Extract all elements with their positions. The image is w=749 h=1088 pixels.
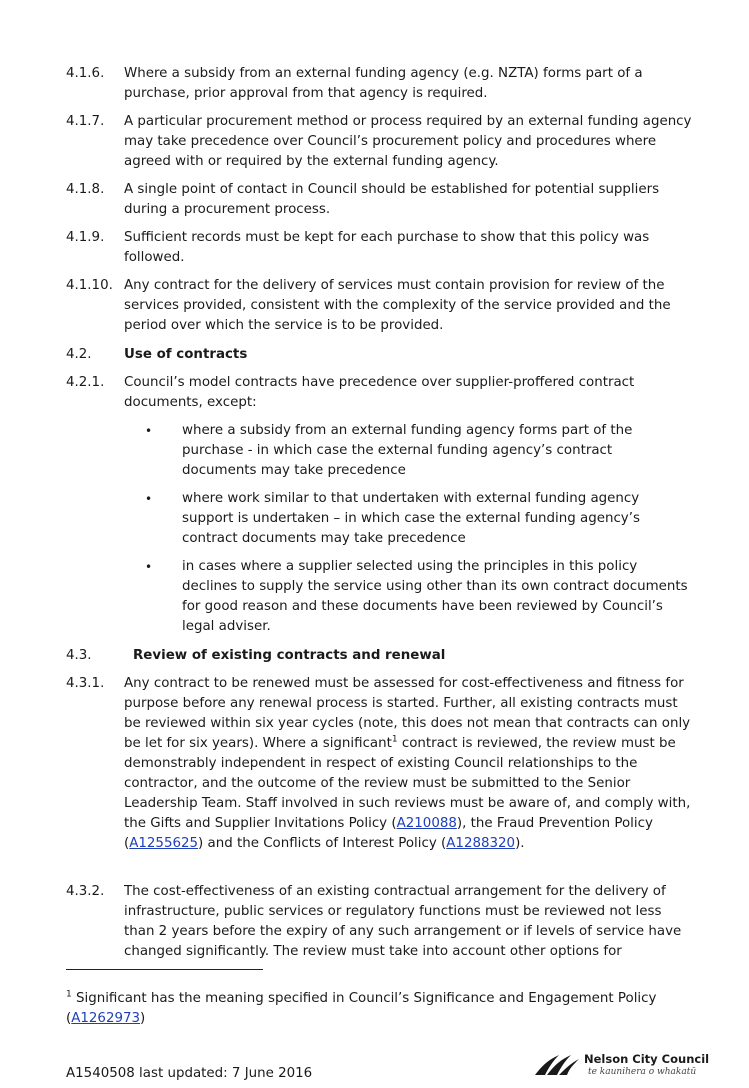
conflicts-policy-link[interactable]: A1288320 — [446, 836, 516, 851]
bullet-marker: • — [145, 492, 153, 506]
clause-number: 4.1.10. — [66, 278, 113, 293]
clause-number: 4.3.1. — [66, 676, 105, 691]
text-run: ), the Fraud Prevention Policy ( — [124, 816, 653, 851]
clause-text: A single point of contact in Council should be established for potential suppliers during a procurement process. — [124, 182, 660, 217]
clause-number: 4.1.9. — [66, 230, 105, 245]
footnote-text: Significant has the meaning specified in Council’s Significance and Engagement Policy ( — [66, 991, 657, 1026]
clause-number: 4.3.2. — [66, 884, 105, 899]
clause-4-1-9 — [66, 228, 696, 268]
text-run: Any contract to be renewed must be assessed for cost-effectiveness and fitness for purpose before any renewal process is started. Further, all existing contracts must be reviewed within six year cycles (note, this does not mean that contracts can only be let for six years). Where a significant — [124, 676, 691, 751]
fraud-policy-link[interactable]: A1255625 — [129, 836, 199, 851]
clause-number: 4.1.6. — [66, 66, 105, 81]
footnote-ref[interactable]: 1 — [391, 734, 398, 745]
clause-4-3-1 — [66, 674, 696, 854]
footnote-divider — [66, 969, 263, 970]
clause-text: Any contract for the delivery of services must contain provision for review of the services provided, consistent with the complexity of the service provided and the period over which the service is to be provided. — [124, 278, 671, 333]
council-logo-mark — [533, 1051, 581, 1079]
footnote-text-end: ) — [140, 1011, 146, 1026]
bullet-marker: • — [145, 560, 153, 574]
bullet-text: where a subsidy from an external funding agency forms part of the purchase - in which case the external funding agency’s contract documents may take precedence — [182, 423, 633, 478]
clause-4-2-1 — [66, 373, 696, 413]
footnote — [66, 989, 696, 1029]
clause-text — [124, 674, 696, 854]
bullet-text: where work similar to that undertaken with external funding agency support is undertaken – in which case the external funding agency’s contract documents may take precedence — [182, 491, 640, 546]
clause-text: A particular procurement method or process required by an external funding agency may take precedence over Council’s procurement policy and procedures where agreed with or required by the external funding agency. — [124, 114, 692, 169]
text-run: ). — [515, 836, 525, 851]
bullet-item — [145, 421, 690, 481]
section-number: 4.3. — [66, 648, 92, 663]
bullet-item — [145, 557, 690, 637]
clause-text: The cost-effectiveness of an existing contractual arrangement for the delivery of infrastructure, public services or regulatory functions must be reviewed not less than 2 years before the expiry of any such arrangement or if levels of service have changed significantly. The review must take into account other options for — [124, 884, 682, 959]
clause-number: 4.1.8. — [66, 182, 105, 197]
section-title: Use of contracts — [124, 347, 248, 362]
bullet-text: in cases where a supplier selected using the principles in this policy declines to supply the service using other than its own contract documents for good reason and these documents have been reviewed by Council’s legal adviser. — [182, 559, 688, 634]
bullet-marker: • — [145, 424, 153, 438]
section-number: 4.2. — [66, 347, 92, 362]
section-heading-4-3 — [66, 646, 696, 666]
gifts-policy-link[interactable]: A210088 — [396, 816, 457, 831]
clause-text: Council’s model contracts have precedence over supplier-proffered contract documents, except: — [124, 375, 635, 410]
significance-policy-link[interactable]: A1262973 — [71, 1011, 141, 1026]
clause-4-1-6 — [66, 64, 696, 104]
council-logo — [533, 1049, 710, 1081]
clause-text: Sufficient records must be kept for each purchase to show that this policy was followed. — [124, 230, 650, 265]
section-heading-4-2 — [66, 345, 696, 365]
bullet-item — [145, 489, 690, 549]
clause-text: Where a subsidy from an external funding agency (e.g. NZTA) forms part of a purchase, prior approval from that agency is required. — [124, 66, 643, 101]
logo-name: Nelson City Council — [584, 1052, 710, 1066]
clause-4-3-2 — [66, 882, 696, 962]
clause-number: 4.2.1. — [66, 375, 105, 390]
clause-number: 4.1.7. — [66, 114, 105, 129]
clause-4-1-8 — [66, 180, 696, 220]
text-run: ) and the Conflicts of Interest Policy ( — [198, 836, 447, 851]
clause-4-1-7 — [66, 112, 696, 172]
footnote-number: 1 — [66, 989, 72, 1000]
footer-doc-ref: A1540508 last updated: 7 June 2016 — [66, 1066, 313, 1081]
text-run: contract is reviewed, the review must be demonstrably independent in respect of existing Council relationships to the contractor, and the outcome of the review must be submitted to the Senior Leadership Team. Staff involved in such reviews must be aware of, and comply with, the Gifts and Supplier Invitations Policy ( — [124, 736, 691, 831]
section-title: Review of existing contracts and renewal — [133, 648, 446, 663]
clause-4-1-10 — [66, 276, 696, 336]
logo-tagline: te kaunihera o whakatū — [588, 1067, 697, 1077]
